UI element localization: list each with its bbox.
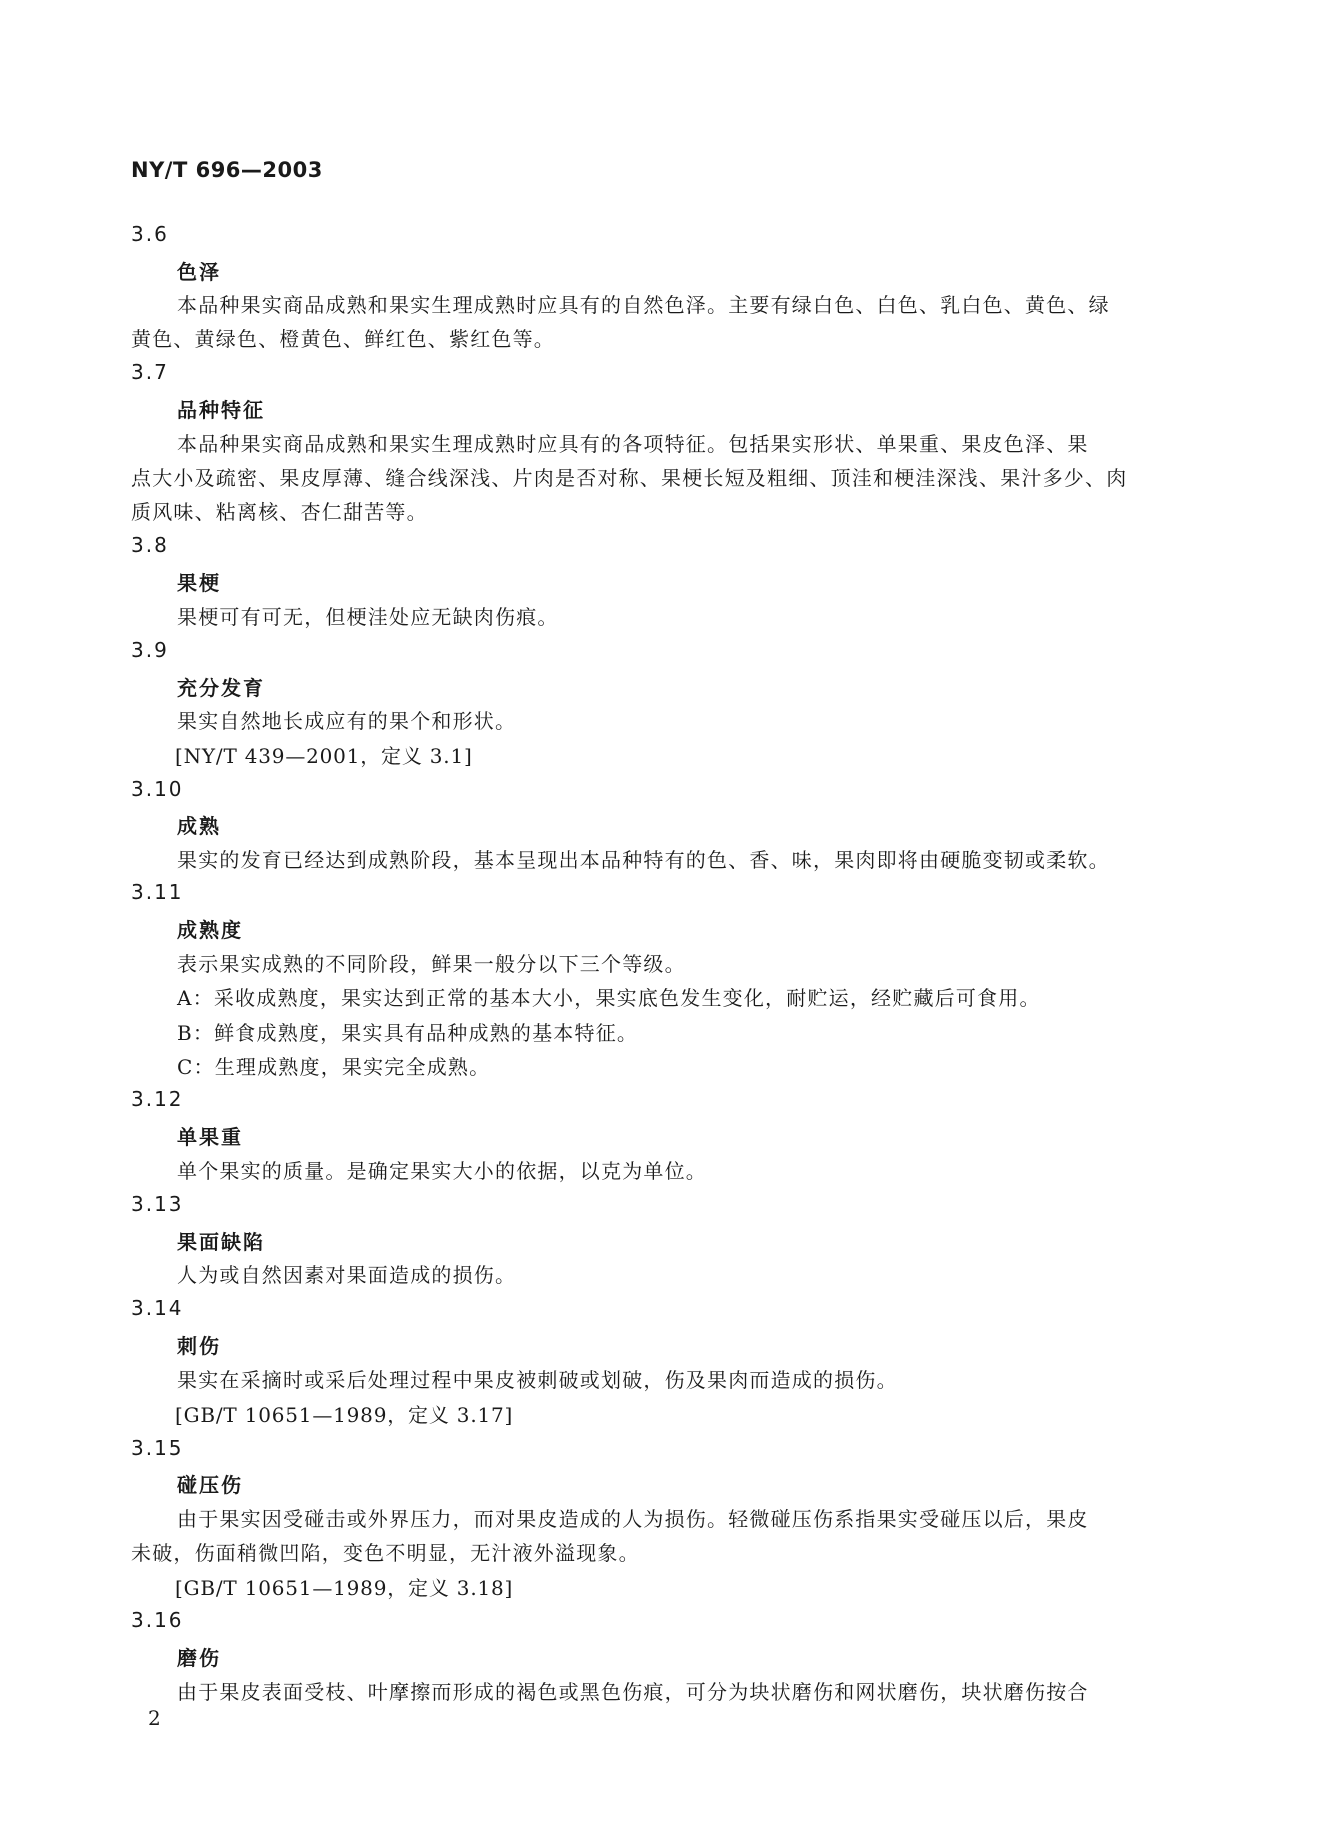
section-number: 3.8 (131, 533, 169, 557)
section-text-line: 质风味、粘离核、杏仁甜苦等。 (131, 500, 428, 524)
section-number: 3.14 (131, 1296, 184, 1320)
section-term: 果面缺陷 (177, 1230, 265, 1254)
section-text-line: 果实的发育已经达到成熟阶段，基本呈现出本品种特有的色、香、味，果肉即将由硬脆变韧或柔软。 (177, 848, 1110, 872)
section-text-line: 单个果实的质量。是确定果实大小的依据，以克为单位。 (177, 1159, 707, 1183)
section-number: 3.13 (131, 1192, 184, 1216)
section-term: 碰压伤 (177, 1473, 243, 1497)
section-text-line: 黄色、黄绿色、橙黄色、鲜红色、紫红色等。 (131, 327, 555, 351)
section-number: 3.15 (131, 1436, 184, 1460)
section-text-line: A：采收成熟度，果实达到正常的基本大小，果实底色发生变化，耐贮运，经贮藏后可食用。 (177, 986, 1041, 1010)
section-term: 品种特征 (177, 398, 265, 422)
document-header: NY/T 696—2003 (131, 158, 323, 182)
section-text-line: 表示果实成熟的不同阶段，鲜果一般分以下三个等级。 (177, 952, 686, 976)
section-number: 3.16 (131, 1608, 184, 1632)
section-text-line: 未破，伤面稍微凹陷，变色不明显，无汁液外溢现象。 (131, 1541, 640, 1565)
section-text-line: 本品种果实商品成熟和果实生理成熟时应具有的自然色泽。主要有绿白色、白色、乳白色、黄色、绿 (177, 293, 1110, 317)
section-term: 色泽 (177, 260, 221, 284)
section-term: 刺伤 (177, 1334, 221, 1358)
section-term: 成熟度 (177, 918, 243, 942)
section-number: 3.7 (131, 360, 169, 384)
section-term: 充分发育 (177, 676, 265, 700)
section-text-line: 本品种果实商品成熟和果实生理成熟时应具有的各项特征。包括果实形状、单果重、果皮色泽、果 (177, 432, 1089, 456)
section-term: 果梗 (177, 571, 221, 595)
page-number: 2 (148, 1706, 161, 1730)
section-text-line: 果实在采摘时或采后处理过程中果皮被刺破或划破，伤及果肉而造成的损伤。 (177, 1368, 898, 1392)
section-term: 成熟 (177, 814, 221, 838)
section-text-line: 人为或自然因素对果面造成的损伤。 (177, 1263, 517, 1287)
section-number: 3.9 (131, 638, 169, 662)
section-term: 磨伤 (177, 1646, 221, 1670)
section-text-line: B：鲜食成熟度，果实具有品种成熟的基本特征。 (177, 1021, 639, 1045)
section-text-line: 果梗可有可无，但梗洼处应无缺肉伤痕。 (177, 605, 559, 629)
section-text-line: 由于果皮表面受枝、叶摩擦而形成的褐色或黑色伤痕，可分为块状磨伤和网状磨伤，块状磨伤按合 (177, 1680, 1089, 1704)
section-text-line: 点大小及疏密、果皮厚薄、缝合线深浅、片肉是否对称、果梗长短及粗细、顶洼和梗洼深浅、果汁多少、肉 (131, 466, 1128, 490)
citation-line: [GB/T 10651—1989，定义 3.18] (175, 1576, 514, 1600)
section-number: 3.10 (131, 777, 184, 801)
section-text-line: C：生理成熟度，果实完全成熟。 (177, 1055, 491, 1079)
section-number: 3.12 (131, 1087, 184, 1111)
section-number: 3.6 (131, 222, 169, 246)
citation-line: [NY/T 439—2001，定义 3.1] (175, 744, 473, 768)
section-text-line: 由于果实因受碰击或外界压力，而对果皮造成的人为损伤。轻微碰压伤系指果实受碰压以后，果皮 (177, 1507, 1089, 1531)
section-number: 3.11 (131, 880, 184, 904)
section-term: 单果重 (177, 1125, 243, 1149)
citation-line: [GB/T 10651—1989，定义 3.17] (175, 1403, 514, 1427)
section-text-line: 果实自然地长成应有的果个和形状。 (177, 709, 517, 733)
